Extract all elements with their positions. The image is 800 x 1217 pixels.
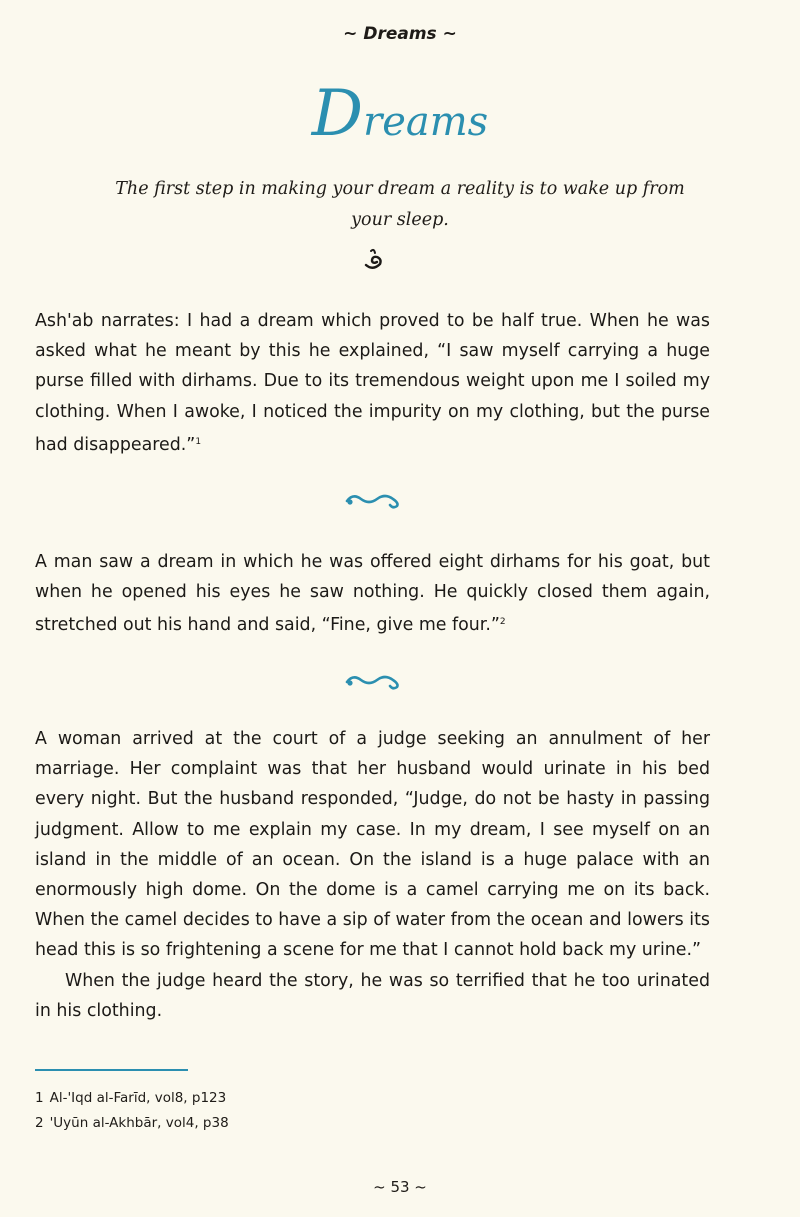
footnote-ref-1[interactable]: 1 [195,436,202,447]
footnote-number: 2 [35,1115,44,1131]
title-initial: D [311,77,364,151]
story-3-continuation: When the judge heard the story, he was so terrified that he too urinated in his clothing. [35,971,710,1022]
epigraph-line-2: your sleep. [351,210,449,230]
footnote-1 [35,1088,226,1108]
story-2-text: A man saw a dream in which he was offered eight dirhams for his goat, but when he opened his eyes he saw nothing. He quickly closed them again, stretched out his hand and said, “Fine, give me four.” [35,552,710,636]
honorific-icon [360,245,386,271]
title-rest: reams [363,99,489,145]
running-head: ~ Dreams ~ [343,24,457,44]
footnote-2 [35,1113,229,1133]
footnote-ref-2[interactable]: 2 [499,617,506,628]
story-1 [35,306,710,460]
epigraph-line-1: The first step in making your dream a reality is to wake up from [115,179,685,199]
footnote-text: Al-'Iqd al-Farīd, vol8, p123 [49,1090,227,1106]
footnote-text: 'Uyūn al-Akhbār, vol4, p38 [49,1115,229,1131]
chapter-title [0,77,800,152]
page-number: ~ 53 ~ [373,1178,427,1196]
swirl-ornament-icon [341,489,405,511]
story-3 [35,724,710,966]
epigraph [0,174,800,236]
story-2 [35,547,710,641]
footnote-divider [35,1069,188,1071]
story-3-text: A woman arrived at the court of a judge seeking an annulment of her marriage. Her complaint was that her husband would urinate in his bed every night. But the husband responded, “Judge, do not be hasty in passing judgment. Allow to me explain my case. In my dream, I see myself on an island in the middle of an ocean. On the island is a huge palace with an enormously high dome. On the dome is a camel carrying me on its back. When the camel decides to have a sip of water from the ocean and lowers its head this is so frightening a scene for me that I cannot hold back my urine.” [35,729,710,961]
story-1-text: Ash'ab narrates: I had a dream which proved to be half true. When he was asked what he meant by this he explained, “I saw myself carrying a huge purse filled with dirhams. Due to its tremendous weight upon me I soiled my clothing. When I awoke, I noticed the impurity on my clothing, but the purse had disappeared.” [35,311,710,455]
swirl-ornament-icon [341,670,405,692]
footnote-number: 1 [35,1090,44,1106]
